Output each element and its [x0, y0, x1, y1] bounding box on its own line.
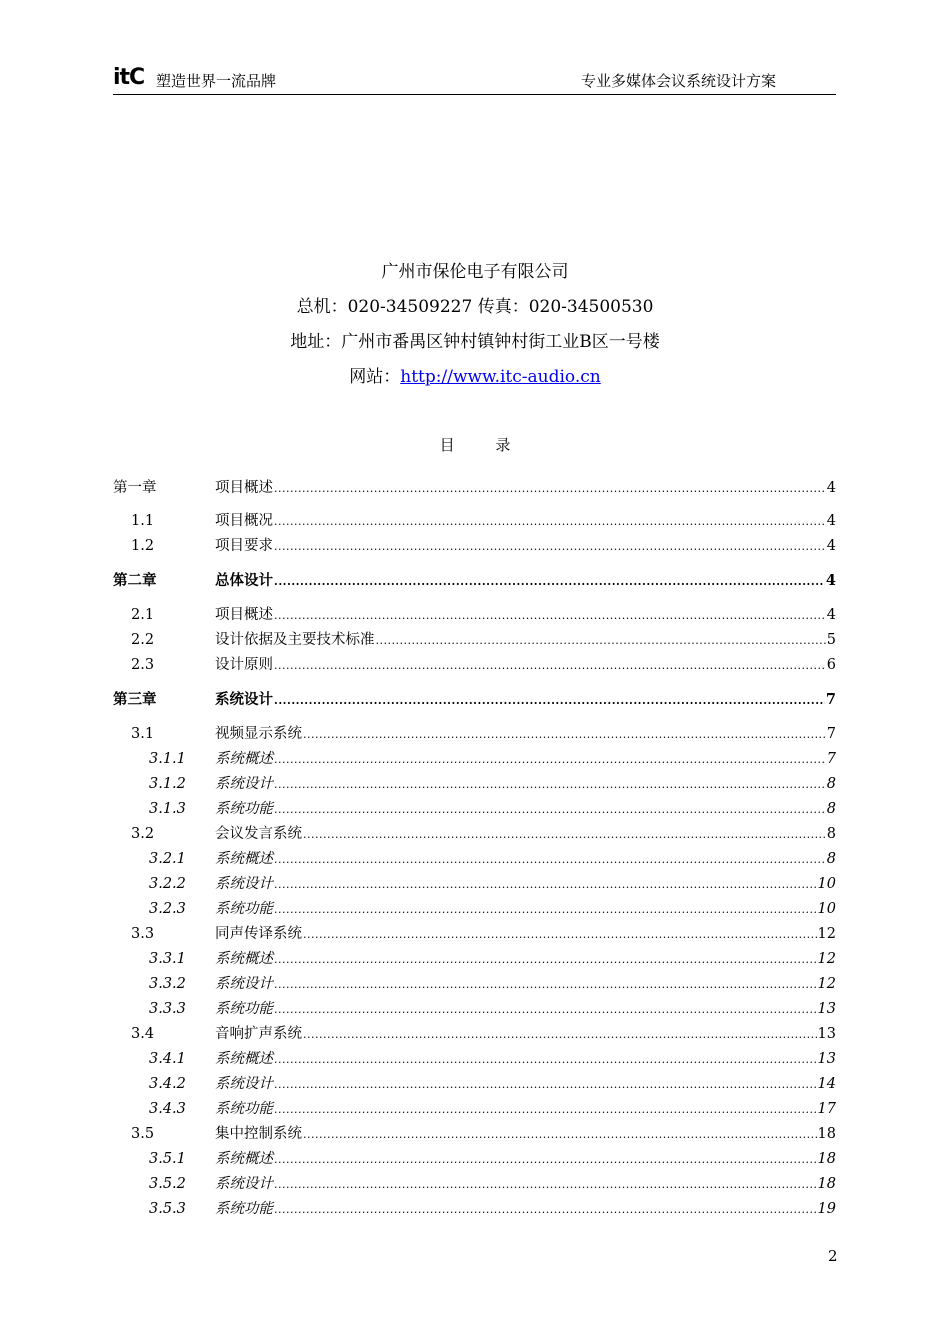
toc-entry-number: 第三章	[113, 691, 157, 708]
toc-entry-page: 12	[817, 951, 836, 967]
header-doc-title: 专业多媒体会议系统设计方案	[580, 72, 776, 90]
toc-entry-title: 设计原则	[215, 657, 273, 673]
itc-logo: itC	[113, 65, 145, 90]
toc-entry-page: 7	[826, 751, 836, 767]
toc-entry-page: 13	[817, 1026, 836, 1042]
toc-dot-leader	[274, 750, 826, 770]
toc-entry[interactable]	[113, 690, 836, 710]
toc-entry-page: 4	[826, 480, 836, 496]
toc-entry-number: 3.2.3	[149, 901, 186, 917]
toc-entry-page: 18	[817, 1126, 836, 1142]
toc-entry-number: 2.2	[131, 632, 155, 648]
toc-entry-page: 10	[817, 876, 836, 892]
toc-entry[interactable]	[113, 536, 836, 556]
toc-entry-page: 18	[817, 1176, 836, 1192]
toc-entry-title: 系统概述	[215, 751, 273, 767]
toc-entry[interactable]	[113, 724, 836, 744]
toc-dot-leader	[274, 1050, 817, 1070]
toc-entry-title: 系统设计	[215, 876, 273, 892]
phone-fax: 总机：020-34509227 传真：020-34500530	[296, 297, 654, 317]
toc-entry-page: 8	[826, 801, 836, 817]
toc-entry[interactable]	[113, 511, 836, 531]
toc-entry-page: 4	[825, 572, 836, 589]
website-link[interactable]: http://www.itc-audio.cn	[400, 367, 601, 387]
toc-entry-title: 系统设计	[215, 691, 273, 708]
toc-dot-leader	[274, 1150, 817, 1170]
toc-entry-page: 18	[817, 1151, 836, 1167]
toc-entry-number: 3.5.1	[149, 1151, 186, 1167]
toc-dot-leader	[303, 925, 817, 945]
toc-entry-number: 3.5.3	[149, 1201, 186, 1217]
toc-entry-title: 项目要求	[215, 538, 273, 554]
toc-entry-page: 17	[817, 1101, 836, 1117]
toc-entry[interactable]	[113, 974, 836, 994]
toc-entry[interactable]	[113, 478, 836, 498]
toc-entry-number: 1.2	[131, 538, 155, 554]
toc-entry-title: 会议发言系统	[215, 826, 302, 842]
toc-entry-number: 3.2.2	[149, 876, 186, 892]
toc-entry-title: 项目概述	[215, 480, 273, 496]
toc-entry-number: 3.4	[131, 1026, 155, 1042]
toc-entry[interactable]	[113, 630, 836, 650]
toc-dot-leader	[303, 725, 826, 745]
toc-entry-page: 4	[826, 538, 836, 554]
toc-entry[interactable]	[113, 749, 836, 769]
toc-entry[interactable]	[113, 655, 836, 675]
toc-entry-page: 7	[826, 726, 836, 742]
toc-dot-leader	[376, 631, 826, 651]
toc-entry-number: 3.4.2	[149, 1076, 186, 1092]
toc-entry-page: 12	[817, 976, 836, 992]
toc-entry-title: 系统功能	[215, 901, 273, 917]
toc-dot-leader	[274, 1200, 817, 1220]
toc-entry-page: 12	[817, 926, 836, 942]
toc-entry-number: 第二章	[113, 572, 157, 589]
toc-dot-leader	[274, 1175, 817, 1195]
toc-entry[interactable]	[113, 1149, 836, 1169]
toc-dot-leader	[274, 1000, 817, 1020]
toc-entry[interactable]	[113, 824, 836, 844]
toc-entry-title: 集中控制系统	[215, 1126, 302, 1142]
toc-entry-title: 项目概述	[215, 607, 273, 623]
toc-entry[interactable]	[113, 1174, 836, 1194]
toc-dot-leader	[303, 1025, 817, 1045]
toc-dot-leader	[274, 775, 826, 795]
toc-entry-page: 13	[817, 1051, 836, 1067]
toc-entry-number: 3.3.2	[149, 976, 186, 992]
toc-dot-leader	[274, 572, 825, 592]
toc-dot-leader	[274, 975, 817, 995]
toc-dot-leader	[274, 800, 826, 820]
toc-entry-title: 系统功能	[215, 1001, 273, 1017]
website-label: 网站：	[349, 367, 401, 387]
toc-entry-page: 10	[817, 901, 836, 917]
toc-entry[interactable]	[113, 774, 836, 794]
toc-entry-number: 3.5	[131, 1126, 155, 1142]
toc-entry-page: 8	[826, 826, 836, 842]
toc-entry[interactable]	[113, 899, 836, 919]
toc-entry[interactable]	[113, 1024, 836, 1044]
toc-entry[interactable]	[113, 571, 836, 591]
toc-entry[interactable]	[113, 605, 836, 625]
toc-dot-leader	[274, 1100, 817, 1120]
toc-entry-title: 系统设计	[215, 976, 273, 992]
toc-dot-leader	[274, 875, 817, 895]
toc-entry-title: 项目概况	[215, 513, 273, 529]
toc-dot-leader	[274, 691, 825, 711]
toc-entry[interactable]	[113, 1049, 836, 1069]
toc-dot-leader	[274, 950, 817, 970]
toc-entry-number: 3.3	[131, 926, 155, 942]
toc-entry-number: 3.2	[131, 826, 155, 842]
toc-entry-page: 8	[826, 851, 836, 867]
toc-entry-page: 4	[826, 513, 836, 529]
toc-entry-number: 3.1.1	[149, 751, 186, 767]
toc-dot-leader	[274, 512, 826, 532]
header-slogan: 塑造世界一流品牌	[156, 72, 277, 90]
toc-entry[interactable]	[113, 874, 836, 894]
toc-entry-title: 总体设计	[215, 572, 273, 589]
toc-entry[interactable]	[113, 949, 836, 969]
website-line	[0, 366, 950, 388]
toc-entry-page: 13	[817, 1001, 836, 1017]
toc-entry-number: 2.1	[131, 607, 155, 623]
toc-entry-title: 视频显示系统	[215, 726, 302, 742]
toc-entry-title: 系统概述	[215, 851, 273, 867]
toc-entry-page: 4	[826, 607, 836, 623]
toc-entry-title: 设计依据及主要技术标准	[215, 632, 375, 648]
toc-dot-leader	[274, 606, 826, 626]
toc-entry-page: 19	[817, 1201, 836, 1217]
toc-entry-page: 5	[826, 632, 836, 648]
toc-entry[interactable]	[113, 1124, 836, 1144]
toc-entry-title: 系统功能	[215, 1201, 273, 1217]
toc-entry-number: 3.4.1	[149, 1051, 186, 1067]
toc-entry-title: 系统概述	[215, 951, 273, 967]
toc-entry-number: 3.1	[131, 726, 155, 742]
toc-entry[interactable]	[113, 1199, 836, 1219]
toc-entry-title: 系统概述	[215, 1151, 273, 1167]
page-header	[113, 66, 836, 95]
toc-entry[interactable]	[113, 799, 836, 819]
toc-entry-title: 系统设计	[215, 1076, 273, 1092]
toc-entry-title: 系统概述	[215, 1051, 273, 1067]
company-name: 广州市保伦电子有限公司	[381, 262, 569, 282]
toc-entry-title: 系统设计	[215, 776, 273, 792]
toc-entry-number: 3.1.2	[149, 776, 186, 792]
toc-entry-title: 系统功能	[215, 801, 273, 817]
toc-entry[interactable]	[113, 924, 836, 944]
toc-entry-number: 2.3	[131, 657, 155, 673]
toc-dot-leader	[274, 479, 826, 499]
toc-entry-title: 系统设计	[215, 1176, 273, 1192]
toc-entry-number: 3.1.3	[149, 801, 186, 817]
toc-entry-title: 同声传译系统	[215, 926, 302, 942]
toc-entry[interactable]	[113, 1074, 836, 1094]
toc-dot-leader	[274, 850, 826, 870]
toc-entry[interactable]	[113, 999, 836, 1019]
toc-entry-page: 6	[826, 657, 836, 673]
toc-entry[interactable]	[113, 849, 836, 869]
toc-dot-leader	[274, 656, 826, 676]
toc-entry-page: 8	[826, 776, 836, 792]
toc-dot-leader	[274, 537, 826, 557]
toc-entry-title: 系统功能	[215, 1101, 273, 1117]
address: 地址：广州市番禺区钟村镇钟村街工业B区一号楼	[290, 332, 660, 352]
toc-entry-page: 14	[817, 1076, 836, 1092]
toc-entry-number: 3.3.1	[149, 951, 186, 967]
toc-title: 目 录	[439, 436, 529, 454]
toc-entry-number: 3.5.2	[149, 1176, 186, 1192]
toc-entry-number: 3.3.3	[149, 1001, 186, 1017]
page-number: 2	[828, 1247, 838, 1265]
toc-entry-number: 3.4.3	[149, 1101, 186, 1117]
toc-entry-title: 音响扩声系统	[215, 1026, 302, 1042]
toc-entry-number: 3.2.1	[149, 851, 186, 867]
toc-dot-leader	[303, 825, 826, 845]
toc-entry-page: 7	[825, 691, 836, 708]
toc-entry-number: 第一章	[113, 480, 157, 496]
toc-entry-number: 1.1	[131, 513, 155, 529]
toc-dot-leader	[274, 900, 817, 920]
toc-entry[interactable]	[113, 1099, 836, 1119]
toc-dot-leader	[274, 1075, 817, 1095]
toc-dot-leader	[303, 1125, 817, 1145]
